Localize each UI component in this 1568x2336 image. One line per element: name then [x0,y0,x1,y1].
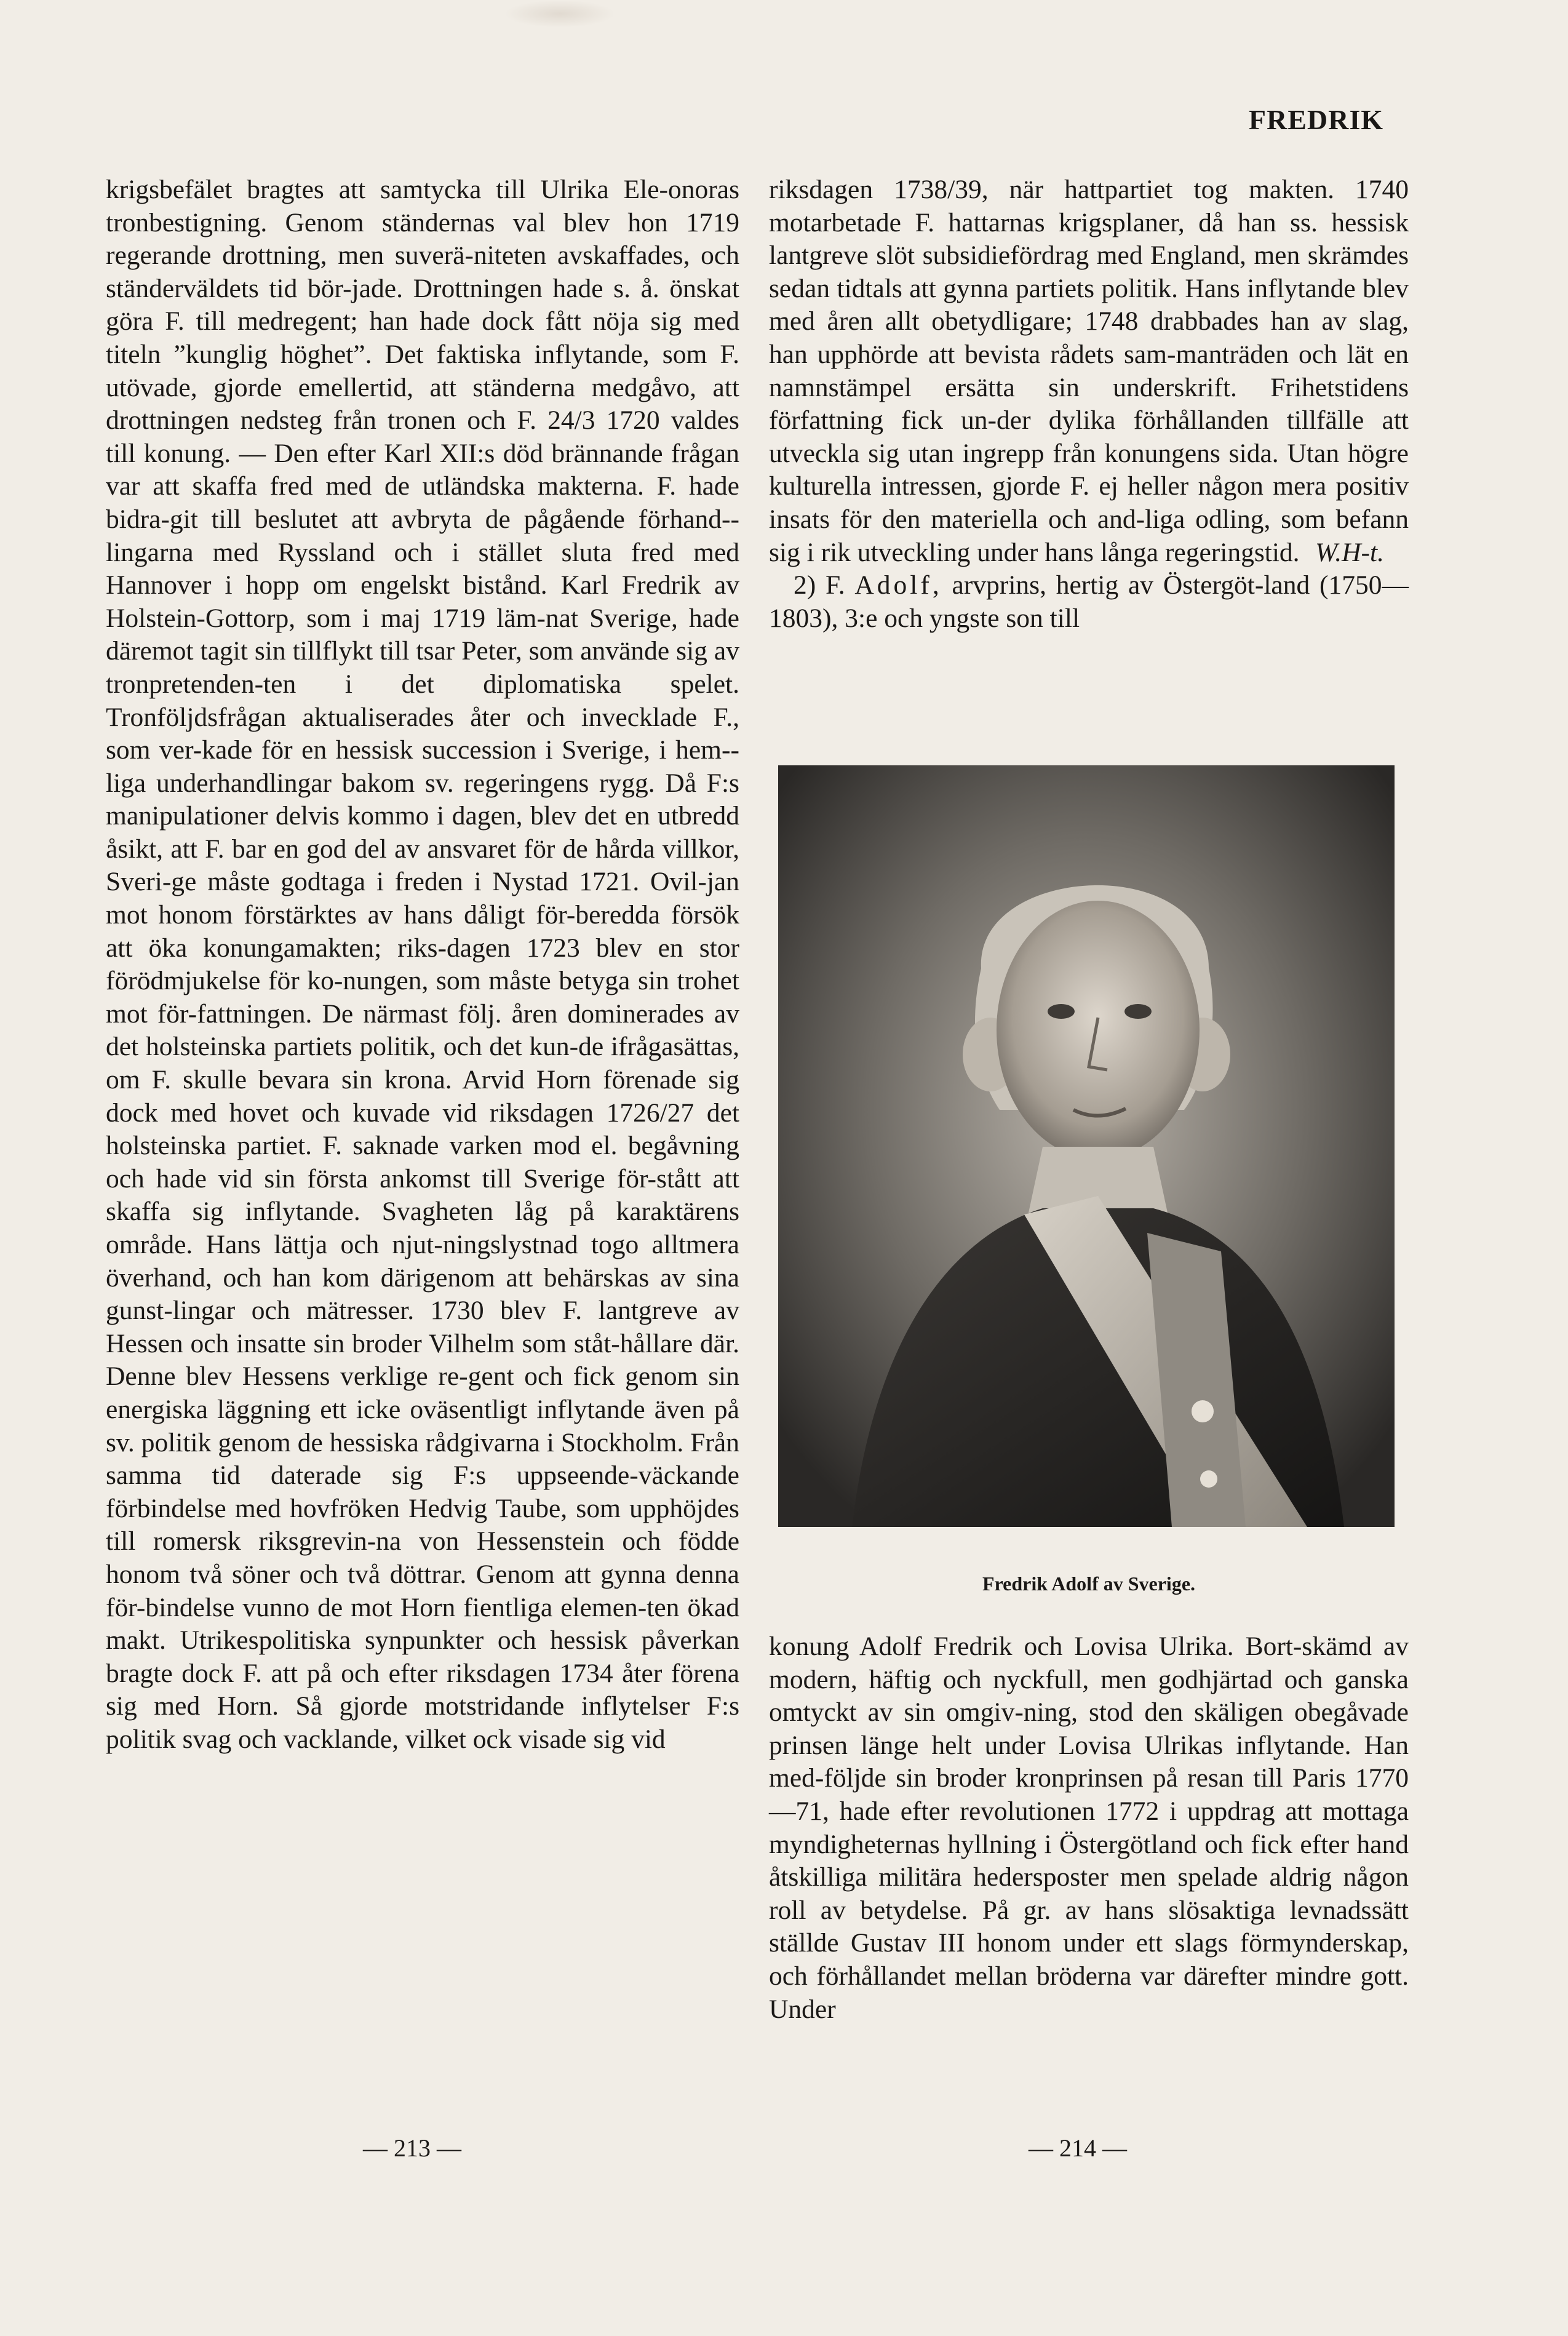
entry1-continuation: riksdagen 1738/39, när hattpartiet tog makten. 1740 motarbetade F. hattarnas krigsplaner, då han ss. hessisk lantgreve slöt subsidiefördrag med England, men skrämdes sedan tidtals att gynna partiets politik. Hans inflytande blev med åren allt obetydligare; 1748 drabbades han av slag, han upphörde att bevista rådets sam-manträden och lät en namnstämpel ersätta sin underskrift. Frihetstidens författning fick un-der dylika förhållanden tillfälle att utveckla sig utan ingrepp från konungens sida. Utan högre kulturella intressen, gjorde F. ej heller någon mera positiv insats för den materiella och and-liga odling, som befann sig i rik utveckling under hans långa regeringstid. [769,175,1409,567]
portrait-engraving [778,765,1395,1527]
entry2-name: Adolf, [854,570,942,600]
entry2-intro: arvprins, hertig av Östergöt-land (1750—1803), 3:e och yngste son till [769,570,1409,633]
left-column [106,173,739,1756]
entry2-paragraph [769,569,1409,635]
portrait-caption: Fredrik Adolf av Sverige. [982,1573,1196,1595]
right-column-lower-text: konung Adolf Fredrik och Lovisa Ulrika. Bort-skämd av modern, häftig och nyckfull, men godhjärtad och ganska omtyckt av sin omgiv-ning, stod den skäligen obegåvade prinsen länge helt under Lovisa Ulrikas inflytande. Han med-följde sin broder kronprinsen på resan till Paris 1770—71, hade efter revolutionen 1772 i uppdrag att mottaga myndigheternas hyllning i Östergötland och fick efter hand åtskilliga militära hedersposter men spelade aldrig någon roll av betydelse. På gr. av hans slösaktiga levnadssätt ställde Gustav III honom under ett slags förmynderskap, och förhållandet mellan bröderna var därefter mindre gott. Under [769,1632,1409,2024]
right-column-lower [769,1630,1409,2026]
page-number-right: — 214 — [1029,2134,1127,2162]
entry2-number: 2) F. [794,570,845,600]
left-column-text: krigsbefälet bragtes att samtycka till Ulrika Ele-onoras tronbestigning. Genom ständernas val blev hon 1719 regerande drottning, men suverä-niteten avskaffades, och ständerväldets tid bör-jade. Drottningen hade s. å. önskat göra F. till medregent; han hade dock fått nöja sig med titeln ”kunglig höghet”. Det faktiska inflytande, som F. utövade, gjorde emellertid, att ständerna medgåvo, att drottningen nedsteg från tronen och F. 24/3 1720 valdes till konung. — Den efter Karl XII:s död brännande frågan var att skaffa fred med de utländska makterna. F. hade bidra-git till beslutet att avbryta de pågående förhand-lingarna med Ryssland och i stället sluta fred med Hannover i hopp om engelskt bistånd. Karl Fredrik av Holstein-Gottorp, som i maj 1719 läm-nat Sverige, hade däremot tagit sin tillflykt till tsar Peter, som använde sig av tronpretenden-ten i det diplomatiska spelet. Tronföljdsfrågan aktualiserades åter och invecklade F., som ver-kade för en hessisk succession i Sverige, i hem-liga underhandlingar bakom sv. regeringens rygg. Då F:s manipulationer delvis kommo i dagen, blev det en utbredd åsikt, att F. bar en god del av ansvaret för de hårda villkor, Sveri-ge måste godtaga i freden i Nystad 1721. Ovil-jan mot honom förstärktes av hans dåligt för-beredda försök att öka konungamakten; riks-dagen 1723 blev en stor förödmjukelse för ko-nungen, som måste betyga sin trohet mot för-fattningen. De närmast följ. åren dominerades av det holsteinska partiets politik, och det kun-de ifrågasättas, om F. skulle bevara sin krona. Arvid Horn förenade sig dock med hovet och kuvade vid riksdagen 1726/27 det holsteinska partiet. F. saknade varken mod el. begåvning och hade vid sin första ankomst till Sverige för-stått att skaffa sig inflytande. Svagheten låg på karaktärens område. Hans lättja och njut-ningslystnad togo alltmera överhand, och han kom därigenom att behärskas av sina gunst-lingar och mätresser. 1730 blev F. lantgreve av Hessen och insatte sin broder Vilhelm som ståt-hållare där. Denne blev Hessens verklige re-gent och fick genom sin energiska läggning ett icke oväsentligt inflytande även på sv. politik genom de hessiska rådgivarna i Stockholm. Från samma tid daterade sig F:s uppseende-väckande förbindelse med hovfröken Hedvig Taube, som upphöjdes till romersk riksgrevin-na von Hessenstein och födde honom två söner och två döttrar. Genom att gynna denna för-bindelse vunno de mot Horn fientliga elemen-ten ökad makt. Utrikespolitiska synpunkter och hessisk påverkan bragte dock F. att på och efter riksdagen 1734 åter förena sig med Horn. Så gjorde motstridande inflytelser F:s politik svag och vacklande, vilket ock visade sig vid [106,175,739,1754]
right-column-upper-text [769,173,1409,569]
running-header: FREDRIK [1248,104,1383,135]
paper-stain [504,0,615,28]
right-column-upper [769,173,1409,635]
author-signature: W.H-t. [1315,537,1384,567]
portrait-image [778,765,1395,1527]
page-number-left: — 213 — [363,2134,461,2162]
